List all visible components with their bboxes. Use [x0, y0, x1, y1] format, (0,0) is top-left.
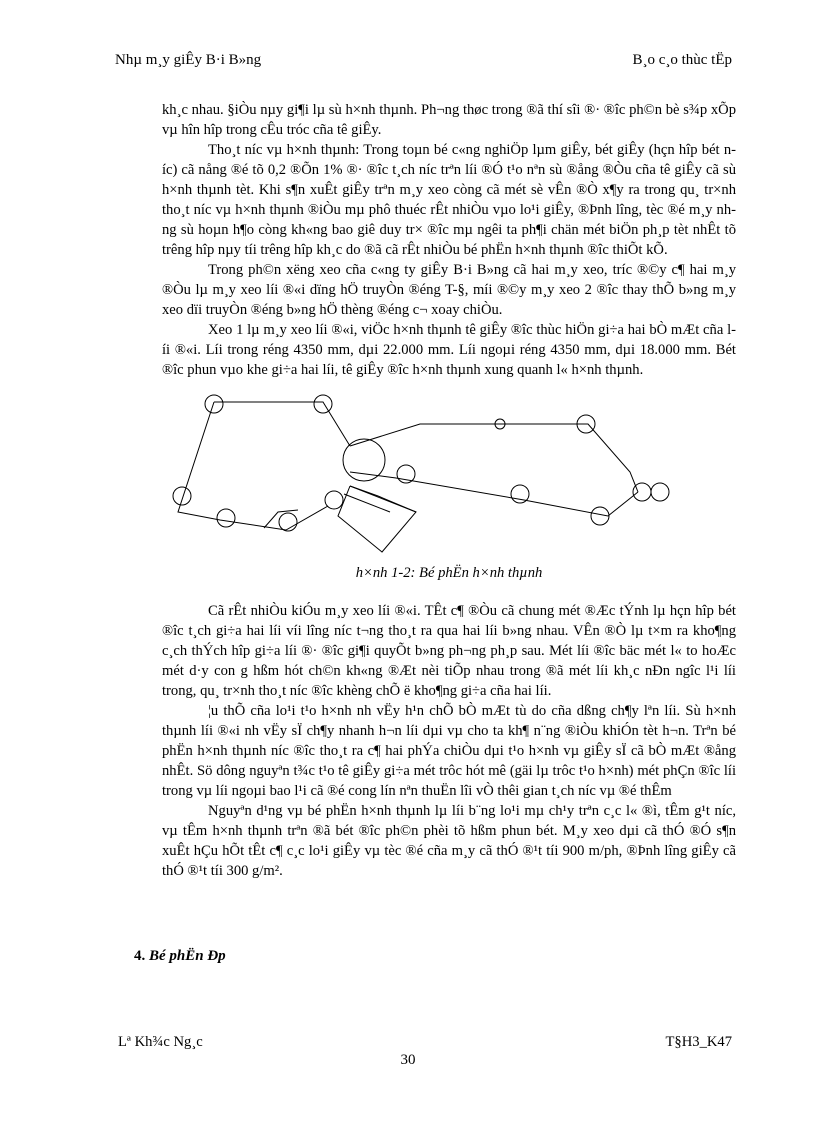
roll-top-left: [205, 395, 223, 413]
paragraph-2: Tho¸t níc vµ h×nh thµnh: Trong toµn bé c«ng nghiÖp lµm giÊy, bét giÊy (hçn hîp bét níc) cã nång ®é tõ 0,2 ®Õn 1% ®· ®îc t¸ch níc trªn líi ®Ó t¹o nªn sù ®ång ®Òu cña tê giÊy cã sù h×nh thµnh tèt. Khi s¶n xuÊt giÊy trªn m¸y xeo còng cã mét sè vÊn ®Ò x¶y ra trong qu¸ tr×nh tho¸t níc vµ h×nh thµnh ®iÒu mµ phô thuéc rÊt nhiÒu vµo lo¹i giÊy, ®Þnh lîng, tèc ®é m¸y nhng sù hoµn h¶o còng kh«ng bao giê duy tr× ®îc mµ ngêi ta ph¶i chän mét biÖn ph¸p tèt nhÊt tõ trêng hîp nµy tíi trêng hîp kh¸c do ®ã cã rÊt nhiÒu bé phËn h×nh thµnh ®îc thiÕt kÕ.: [162, 142, 736, 258]
roll-right-2: [651, 483, 669, 501]
paragraph-4: Xeo 1 lµ m¸y xeo líi ®«i, viÖc h×nh thµnh tê giÊy ®îc thùc hiÖn gi÷a hai bÒ mÆt cña líi ®«i. Líi trong réng 4350 mm, dµi 22.000 mm. Líi ngoµi réng 4350 mm, dµi 18.000 mm. Bét ®îc phun vµo khe gi÷a hai líi, tê giÊy ®îc h×nh thµnh xung quanh l« h×nh thµnh.: [162, 322, 736, 378]
web-line: [350, 486, 416, 512]
forming-diagram-svg: [168, 394, 688, 559]
forming-section-diagram: [168, 394, 688, 559]
roll-lower-mid: [325, 491, 343, 509]
header-right: B¸o c¸o thùc tËp: [632, 52, 732, 68]
header-left: Nhµ m¸y giÊy B·i B»ng: [115, 52, 262, 68]
outer-wire-left: [178, 402, 328, 530]
footer-right: T§H3_K47: [665, 1034, 732, 1050]
paragraph-6: ¦u thÕ cña lo¹i t¹o h×nh nh vËy h¹n chÕ bÒ mÆt tù do cña dßng ch¶y lªn líi. Sù h×nh thµnh líi ®«i nh vËy sÏ ch¶y nhanh h¬n líi dµi vµ cho ta kh¶ n¨ng ®iÒu khiÓn tèt h¬n. Trªn bé phËn h×nh thµnh níc ®îc tho¸t ra c¶ hai phÝa chiÒu dµi t¹o h×nh vµ giÊy sÏ cã bÒ mÆt ®ång nhÊt. Sö dông nguyªn t¾c t¹o tê giÊy gi÷a mét trôc hót mê (gäi lµ trôc t¹o h×nh) mét phÇn ®îc líi trong vµ líi ngoµi bao l¹i cã ®é cong lín nªn thuËn lîi vÒ thêi gian t¸ch níc vµ ®é thÊm: [162, 703, 736, 799]
inner-wire: [350, 424, 638, 492]
paragraph-3: Trong ph©n xëng xeo cña c«ng ty giÊy B·i B»ng cã hai m¸y xeo, tríc ®©y c¶ hai m¸y ®Òu lµ m¸y xeo líi ®«i dïng hÖ truyÒn ®éng T-§, míi ®©y m¸y xeo 2 ®îc thay thÕ b»ng m¸y xeo dïi truyÒn ®éng b»ng hÖ thèng ®éng c¬ xoay chiÒu.: [162, 262, 736, 318]
web-line-2: [344, 494, 390, 512]
forming-roll: [343, 439, 385, 481]
inner-wire-bottom: [350, 472, 638, 516]
roll-mid-right: [511, 485, 529, 503]
page-number: 30: [400, 1052, 416, 1068]
roll-bottom-left: [217, 509, 235, 527]
section-heading: [134, 948, 226, 965]
roll-top-mid: [314, 395, 332, 413]
roll-left: [173, 487, 191, 505]
footer-left: Lª Kh¾c Ng¸c: [118, 1034, 203, 1050]
roll-mid-inner: [397, 465, 415, 483]
paragraph-1: kh¸c nhau. §iÒu nµy gi¶i lµ sù h×nh thµnh. Ph¬ng thøc trong ®ã thí sîi ®· ®îc ph©n bè s¾p xÕp vµ hîn hîp trong cÊu tróc cña tê giÊy.: [162, 102, 736, 138]
paragraph-7: Nguyªn d¹ng vµ bé phËn h×nh thµnh lµ líi b¨ng lo¹i mµ ch¹y trªn c¸c l« ®ì, tÊm g¹t níc, vµ tÊm h×nh thµnh trªn ®ã bét ®îc ph©n phèi tõ hßm phun bét. M¸y xeo dµi cã thÓ ®Ó s¶n xuÊt hÇu hÕt tÊt c¶ c¸c lo¹i giÊy vµ tèc ®é cña m¸y cã thÓ ®¹t tíi 900 m/ph, ®Þnh lîng giÊy cã thÓ ®¹t tíi 300 g/m².: [162, 803, 736, 879]
section-title: Bé phËn Ðp: [149, 948, 226, 964]
figure-caption: h×nh 1-2: Bé phËn h×nh thµnh: [355, 565, 543, 581]
roll-right-1: [633, 483, 651, 501]
document-body: [162, 100, 736, 881]
section-number: 4.: [134, 948, 146, 964]
outer-wire: [214, 402, 350, 446]
paragraph-5: Cã rÊt nhiÒu kiÓu m¸y xeo líi ®«i. TÊt c¶ ®Òu cã chung mét ®Æc tÝnh lµ hçn hîp bét ®îc t¸ch gi÷a hai líi víi lîng níc t¬ng tho¸t ra qua hai líi b»ng nhau. VÊn ®Ò lµ t×m ra kho¶ng c¸ch thÝch hîp gi÷a líi ®· ®îc gi¶i quyÕt b»ng ph¬ng ph¸p sau. Mét líi ®îc bäc mét l« to hoÆc mét d·y con g hßm hót ch©n kh«ng ®Æt nèi tiÕp nhau trong ®ã mét líi kh¸c nÐn ngîc l¹i líi trong, qu¸ tr×nh tho¸t níc ®îc khèng chÕ ë kho¶ng gi÷a cña hai líi.: [162, 603, 736, 699]
foil-blade: [264, 510, 298, 528]
